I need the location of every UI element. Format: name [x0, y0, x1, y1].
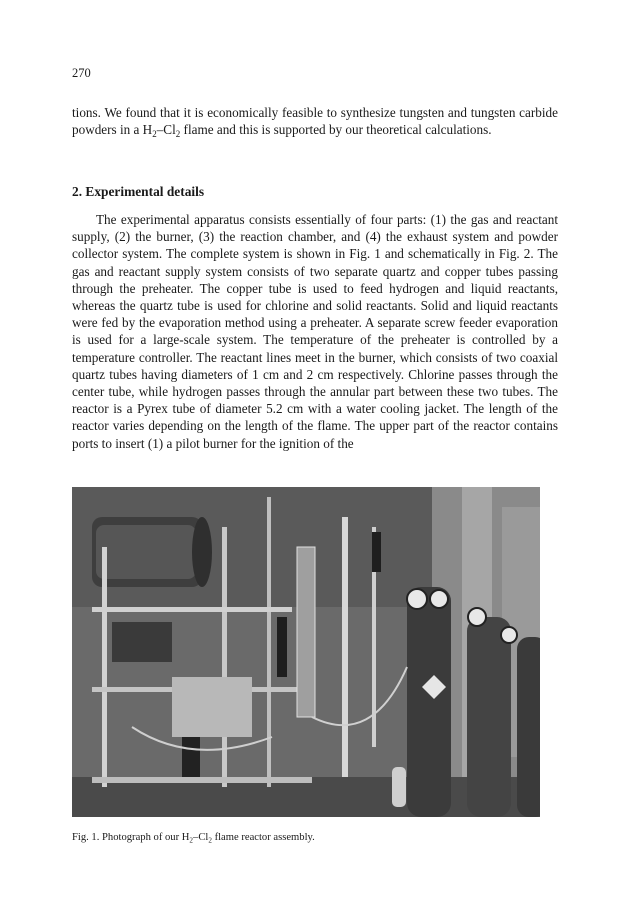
section-body-paragraph: The experimental apparatus consists essentially of four parts: (1) the gas and reactant supply, (2) the burner, (3) the reaction chamber, and (4) the exhaust system and powder collector system. The complete system is shown in Fig. 1 and schematically in Fig. 2. The gas and reactant supply system consists of two separate quartz and copper tubes passing through the preheater. The copper tube is used to feed hydrogen and liquid reactants, whereas the quartz tube is used for chlorine and solid reactants. Solid and liquid reactants were fed by the evaporation method using a preheater. A separate screw feeder evaporation is used for a large-scale system. The temperature of the preheater is controlled by a temperature controller. The reactant lines meet in the burner, which consists of two coaxial quartz tubes having diameters of 1 cm and 2 cm respectively. Chlorine passes through the center tube, while hydrogen passes through the annular part between these two tubes. The reactor is a Pyrex tube of diameter 5.2 cm with a water cooling jacket. The length of the reactor varies depending on the length of the flame. The upper part of the reactor contains ports to insert (1) a pilot burner for the ignition of the	[72, 212, 558, 451]
intro-subscript-cl: 2	[175, 129, 181, 140]
caption-text-a: Fig. 1. Photograph of our H	[72, 832, 190, 843]
intro-text-b: –Cl	[156, 122, 176, 138]
section-heading: 2. Experimental details	[72, 184, 205, 199]
caption-subscript-cl: 2	[208, 836, 212, 845]
intro-paragraph	[72, 104, 558, 138]
caption-text-b: –Cl	[193, 832, 209, 843]
intro-subscript-h: 2	[152, 129, 157, 140]
intro-text-a: tions. We found that it is economically feasible to synthesize tungsten and tungsten carbide powders in a H	[72, 105, 558, 138]
intro-text-c: flame and this is supported by our theoretical calculations.	[180, 122, 492, 138]
caption-text-c: flame reactor assembly.	[211, 832, 315, 843]
reactor-photograph	[72, 487, 540, 817]
caption-subscript-h: 2	[189, 836, 194, 845]
page-number: 270	[72, 66, 91, 80]
figure-caption	[72, 832, 315, 843]
